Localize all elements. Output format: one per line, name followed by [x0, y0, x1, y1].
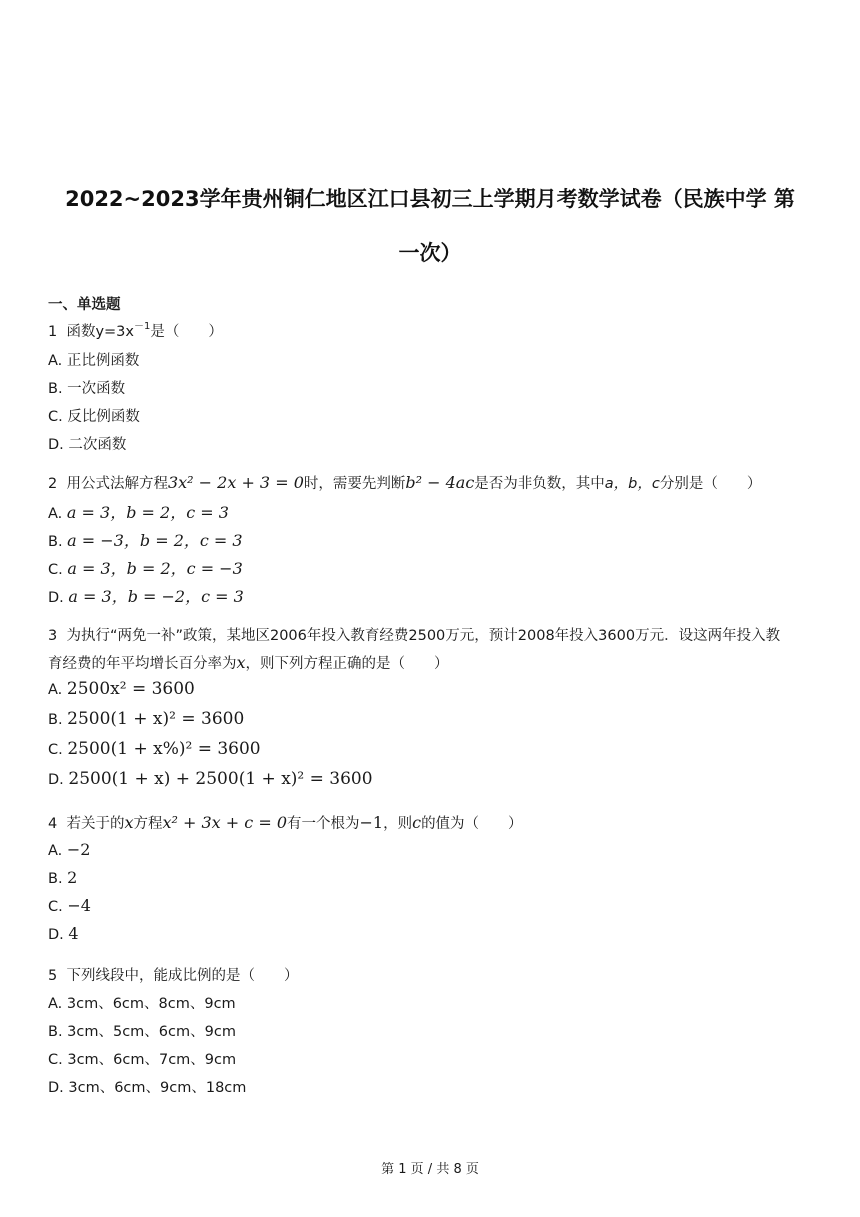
- question-3-continued: [48, 652, 449, 673]
- question-text: 有一个根为: [287, 816, 360, 832]
- question-text: 时，需要先判断: [303, 476, 406, 492]
- section-heading: 一、单选题: [48, 297, 121, 313]
- option-math: a = 3，b = 2，c = −3: [67, 559, 243, 578]
- option-label: B.: [48, 871, 63, 887]
- option-math: 2: [67, 868, 78, 887]
- option-label: C.: [48, 562, 63, 578]
- question-number: 3: [48, 628, 58, 644]
- option-a: [48, 500, 229, 523]
- option-c: C. 3cm、6cm、7cm、9cm: [48, 1052, 237, 1068]
- exponent: －1: [134, 321, 151, 332]
- option-label: D.: [48, 590, 64, 606]
- option-b: B. 3cm、5cm、6cm、9cm: [48, 1024, 236, 1040]
- question-text: ，则: [383, 816, 413, 832]
- question-text: 分别是（ ）: [659, 476, 762, 492]
- question-2: [48, 472, 761, 493]
- option-label: A.: [48, 843, 63, 859]
- variable: c: [412, 813, 422, 832]
- option-c: [48, 896, 91, 915]
- question-number: 1: [48, 323, 58, 340]
- question-number: 5: [48, 968, 58, 984]
- option-label: A.: [48, 506, 63, 522]
- option-d: [48, 769, 373, 789]
- variable: x: [124, 813, 134, 832]
- option-b: [48, 868, 77, 887]
- option-a: A. 正比例函数: [48, 353, 140, 369]
- option-math: −2: [66, 840, 91, 859]
- question-text: 用公式法解方程: [66, 476, 168, 492]
- question-3: [48, 624, 780, 645]
- variable: x: [236, 653, 246, 672]
- page-title: 2022~2023学年贵州铜仁地区江口县初三上学期月考数学试卷（民族中学 第: [65, 187, 795, 211]
- option-label: C.: [48, 742, 63, 758]
- option-b: [48, 528, 243, 551]
- question-text: 函数y=3x: [66, 323, 134, 340]
- option-math: 2500(1 + x)² = 3600: [67, 709, 245, 729]
- option-label: D.: [48, 927, 64, 943]
- option-label: D.: [48, 772, 64, 788]
- option-a: [48, 840, 90, 859]
- question-text: 是（ ）: [150, 323, 223, 340]
- option-label: C.: [48, 899, 63, 915]
- question-text: 的值为（ ）: [421, 816, 523, 832]
- question-text: 下列线段中，能成比例的是（ ）: [66, 968, 299, 984]
- question-5: [48, 964, 298, 985]
- option-math: a = 3，b = 2，c = 3: [66, 503, 229, 522]
- question-text: 为执行“两免一补”政策，某地区2006年投入教育经费2500万元，预计2008年投入3600万元．设这两年投入教: [66, 628, 781, 644]
- question-text: 是否为非负数，其中: [474, 476, 605, 492]
- question-number: 2: [48, 476, 58, 492]
- question-1: [48, 318, 223, 341]
- option-c: [48, 739, 261, 759]
- option-c: [48, 556, 243, 579]
- equation: x² + 3x + c = 0: [162, 813, 287, 832]
- question-text: 方程: [133, 816, 163, 832]
- option-label: B.: [48, 534, 63, 550]
- option-d: D. 3cm、6cm、9cm、18cm: [48, 1080, 247, 1096]
- question-number: 4: [48, 816, 58, 832]
- question-text: ，则下列方程正确的是（ ）: [245, 656, 449, 672]
- option-d: [48, 924, 79, 943]
- option-math: 2500(1 + x) + 2500(1 + x)² = 3600: [68, 769, 373, 789]
- option-a: A. 3cm、6cm、8cm、9cm: [48, 996, 236, 1012]
- option-math: 2500x² = 3600: [66, 679, 195, 699]
- option-label: B.: [48, 712, 63, 728]
- discriminant: b² − 4ac: [405, 473, 475, 492]
- option-math: 2500(1 + x%)² = 3600: [67, 739, 261, 759]
- question-text: 若关于的: [66, 816, 125, 832]
- option-b: B. 一次函数: [48, 381, 126, 397]
- root-value: −1: [359, 813, 384, 832]
- option-a: [48, 679, 195, 699]
- option-math: a = 3，b = −2，c = 3: [68, 587, 244, 606]
- option-d: [48, 584, 244, 607]
- page-title-continued: 一次）: [398, 241, 462, 265]
- question-text: 育经费的年平均增长百分率为: [48, 656, 237, 672]
- variables: a，b，c: [604, 476, 660, 492]
- option-b: [48, 709, 244, 729]
- option-d: D. 二次函数: [48, 437, 127, 453]
- option-math: 4: [68, 924, 79, 943]
- option-math: −4: [67, 896, 91, 915]
- question-4: [48, 812, 523, 833]
- option-c: C. 反比例函数: [48, 409, 140, 425]
- option-math: a = −3，b = 2，c = 3: [67, 531, 243, 550]
- option-label: A.: [48, 682, 63, 698]
- page-footer: 第 1 页 / 共 8 页: [381, 1162, 479, 1177]
- equation: 3x² − 2x + 3 = 0: [167, 473, 304, 492]
